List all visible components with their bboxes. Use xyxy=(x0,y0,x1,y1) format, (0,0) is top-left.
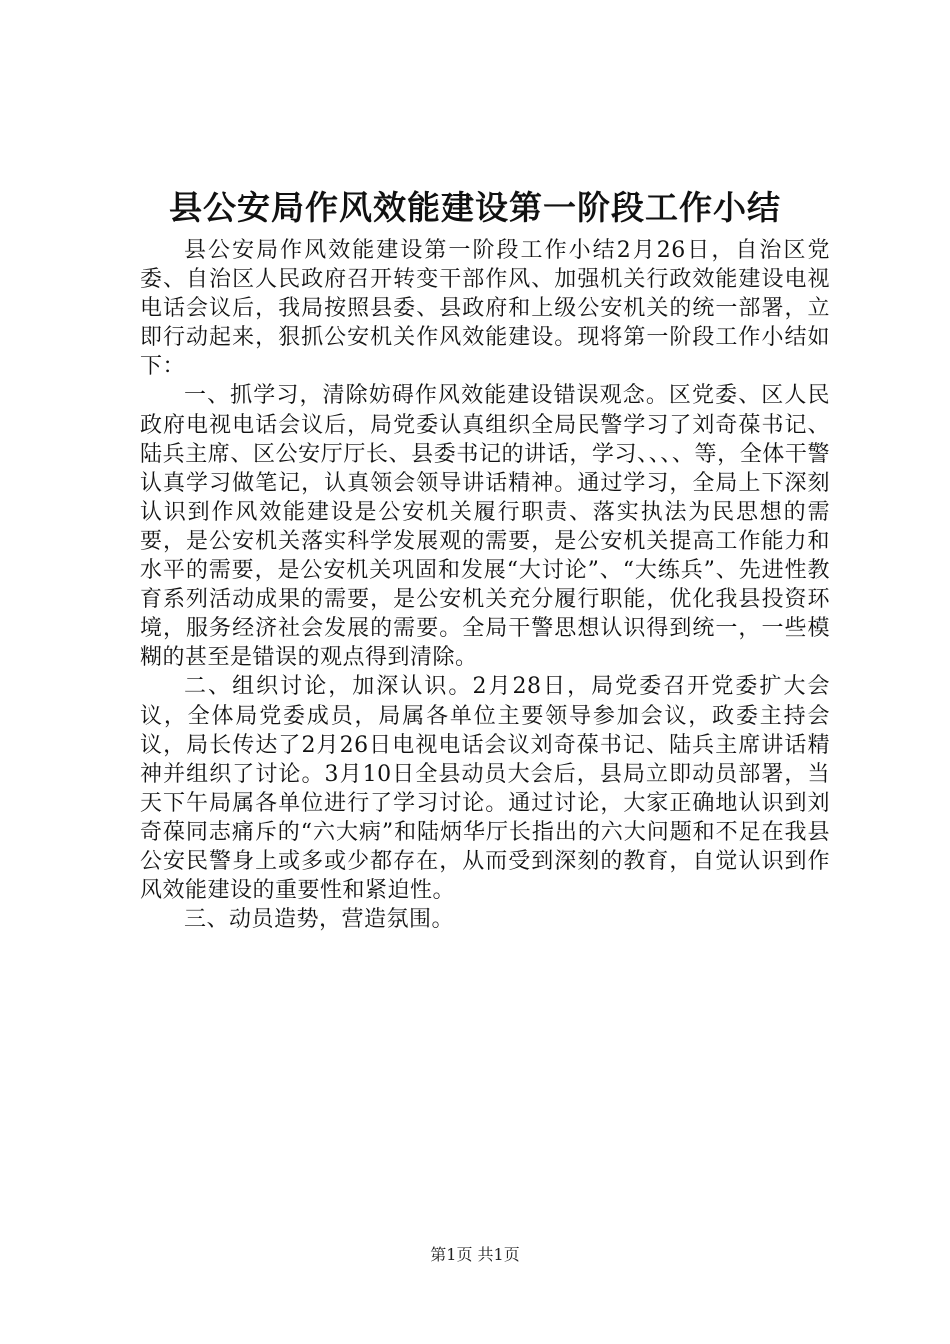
paragraph-section-2: 二、组织讨论，加深认识。2月28日，局党委召开党委扩大会议，全体局党委成员，局属各单位主要领导参加会议，政委主持会议，局长传达了2月26日电视电话会议刘奇葆书记、陆兵主席讲话精神并组织了讨论。3月10日全县动员大会后，县局立即动员部署，当天下午局属各单位进行了学习讨论。通过讨论，大家正确地认识到刘奇葆同志痛斥的“六大病”和陆炳华厅长指出的六大问题和不足在我县公安民警身上或多或少都存在，从而受到深刻的教育，自觉认识到作风效能建设的重要性和紧迫性。 xyxy=(140,674,830,904)
paragraph-intro: 县公安局作风效能建设第一阶段工作小结2月26日，自治区党委、自治区人民政府召开转变干部作风、加强机关行政效能建设电视电话会议后，我局按照县委、县政府和上级公安机关的统一部署，立即行动起来，狠抓公安机关作风效能建设。现将第一阶段工作小结如下： xyxy=(140,238,830,380)
paragraph-section-3: 三、动员造势，营造氛围。 xyxy=(184,907,455,933)
page-footer: 第1页 共1页 xyxy=(430,1245,520,1264)
document-body xyxy=(140,236,830,934)
paragraph-section-1: 一、抓学习，清除妨碍作风效能建设错误观念。区党委、区人民政府电视电话会议后，局党委认真组织全局民警学习了刘奇葆书记、陆兵主席、区公安厅厅长、县委书记的讲话，学习、、、、等，全体干警认真学习做笔记，认真领会领导讲话精神。通过学习，全局上下深刻认识到作风效能建设是公安机关履行职责、落实执法为民思想的需要，是公安机关落实科学发展观的需要，是公安机关提高工作能力和水平的需要，是公安机关巩固和发展“大讨论”、“大练兵”、先进性教育系列活动成果的需要，是公安机关充分履行职能，优化我县投资环境，服务经济社会发展的需要。全局干警思想认识得到统一，一些模糊的甚至是错误的观点得到清除。 xyxy=(140,383,830,671)
document-title: 县公安局作风效能建设第一阶段工作小结 xyxy=(169,188,781,227)
